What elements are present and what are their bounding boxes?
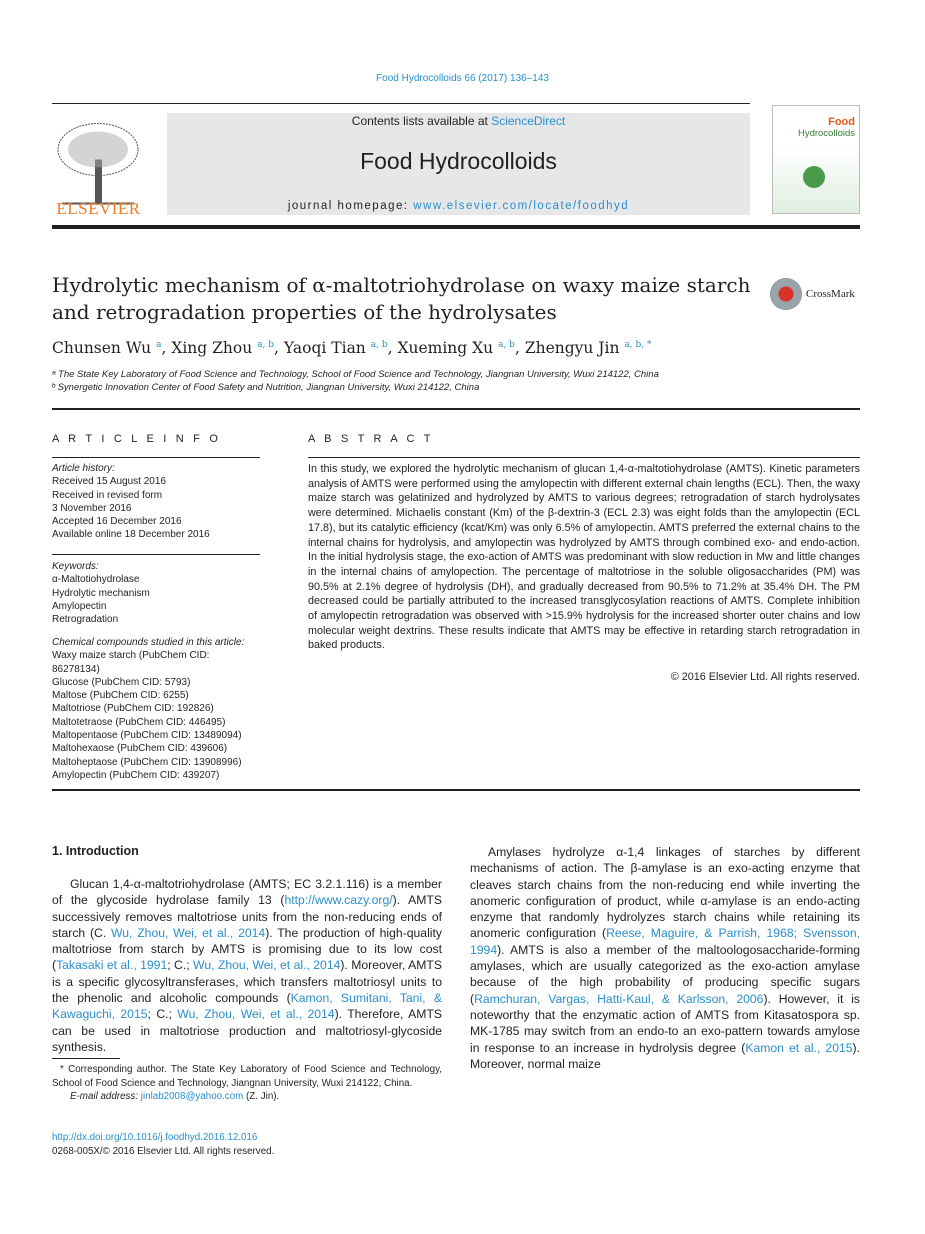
compound: Amylopectin (PubChem CID: 439207) bbox=[52, 769, 220, 781]
compound: Maltose (PubChem CID: 6255) bbox=[52, 690, 189, 702]
chemical-compounds bbox=[52, 636, 282, 782]
email-label: E-mail address: bbox=[70, 1091, 141, 1102]
corresponding-author-footnote bbox=[52, 1063, 442, 1104]
intro-paragraph-2: Amylases hydrolyze α-1,4 linkages of starches by different mechanisms of action. The β-amylase is an exo-acting enzyme that cleaves starch chains from the non-reducing end while inverting the anomeric configuration of product, while α-amylase is an endo-acting enzyme that randomly hydrolyzes starch chains while retaining its anomeric configuration (Reese, Maguire, & Parrish, 1968; Svensson, 1994). AMTS is also a member of the maltoologosaccharide-forming amylases, which are usually categorized as the exo-action amylase because of the high probability of producing specific sugars (Ramchuran, Vargas, Hatti-Kaul, & Karlsson, 2006). However, it is noteworthy that the enzymatic action of AMTS from Kitasatospora sp. MK-1785 may switch from an endo-to an exo-pattern towards amylose in response to an increase in hydrolysis degree (Kamon et al., 2015). Moreover, normal maize bbox=[470, 845, 860, 1071]
article-info-heading: A R T I C L E I N F O bbox=[52, 433, 222, 445]
doi-block bbox=[52, 1131, 274, 1159]
footnote-text: * Corresponding author. The State Key Laboratory of Food Science and Technology, School of Food Science and Technology, Jiangnan University, Wuxi 214122, China. bbox=[52, 1064, 442, 1089]
abstract-heading: A B S T R A C T bbox=[308, 433, 434, 445]
cover-graphic bbox=[803, 166, 825, 188]
top-rule bbox=[52, 103, 750, 104]
author[interactable]: Yaoqi Tian $^{a, b}$ bbox=[283, 339, 388, 357]
history-item: Received 15 August 2016 bbox=[52, 476, 166, 488]
divider bbox=[52, 457, 260, 458]
affiliation: ᵇ Synergetic Innovation Center of Food Safety and Nutrition, Jiangnan University, Wuxi 214122, China bbox=[52, 382, 480, 393]
affiliation: ᵃ The State Key Laboratory of Food Science and Technology, School of Food Science and Technology, Jiangnan University, Wuxi 214122, China bbox=[52, 369, 659, 380]
divider bbox=[52, 408, 860, 410]
keyword: Amylopectin bbox=[52, 600, 107, 612]
history-item: Received in revised form bbox=[52, 489, 163, 501]
cover-subtitle: Hydrocolloids bbox=[797, 128, 855, 139]
sciencedirect-link[interactable]: ScienceDirect bbox=[491, 114, 566, 128]
intro-column-left bbox=[52, 876, 443, 1054]
citation-link[interactable]: Ramchuran, Vargas, Hatti-Kaul, & Karlsson, 2006 bbox=[474, 991, 764, 1006]
citation-link[interactable]: Kamon, Sumitani, Tani, & Kawaguchi, 2015 bbox=[52, 991, 442, 1022]
divider bbox=[52, 789, 860, 791]
compound: Maltoheptaose (PubChem CID: 13908996) bbox=[52, 756, 242, 768]
compound: Maltotetraose (PubChem CID: 446495) bbox=[52, 716, 226, 728]
citation-link[interactable]: Wu, Zhou, Wei, et al., 2014 bbox=[193, 958, 341, 973]
author[interactable]: Chunsen Wu $^a$ bbox=[52, 339, 162, 357]
compound: 86278134) bbox=[52, 663, 100, 675]
header-thick-rule bbox=[52, 225, 860, 229]
keyword: Hydrolytic mechanism bbox=[52, 587, 150, 599]
divider bbox=[52, 554, 260, 555]
crossmark-label: CrossMark bbox=[806, 288, 855, 300]
abstract-text: In this study, we explored the hydrolytic mechanism of glucan 1,4-α-maltotiohydrolase (AMTS). Kinetic parameters analysis of AMTS were performed using the amylopectin with different external chain lengths (ECL). Then, the waxy maize starch was gelatinized and hydrolyzed by AMTS to various degrees; retrogradation of starch hydrolysates were determined. Michaelis constant (Km) of the β-dextrin-3 (ECL 2.3) was eight folds than the amylopectin (ECL 17.8), but its catalytic efficiency (kcat/Km) was only 6.5% of amylopectin. AMTS preferred the external chains to the internal chains for hydrolysis, and amylopectin was hydrolyzed by AMTS through combined exo- and endo-action. In the initial hydrolysis stage, the exo-action of AMTS was predominant with slow reduction in Mw and little changes in the internal chains of amylopection. The percentage of maltotriose in the soluble oligosaccharides (PM) was 90.5% at 2.1% degree of hydrolysis (DH), and gradually decreased from 90.5% to 71.2% at 35.4% DH. The PM decreased could be partially attributed to the increased transglycosylation reactions of AMTS. Complete inhibition of amylopectin retrogradation was observed with >15.9% hydrolysis for the increased shorter outer chains and low molecular weight dextrins. These results indicate that AMTS may be effective in retarding starch retrogradation in baked products. bbox=[308, 463, 860, 652]
history-item: 3 November 2016 bbox=[52, 502, 132, 514]
compound: Waxy maize starch (PubChem CID: bbox=[52, 650, 210, 662]
divider bbox=[308, 457, 860, 458]
crossmark-icon bbox=[770, 278, 802, 310]
citation-link[interactable]: Wu, Zhou, Wei, et al., 2014 bbox=[111, 925, 266, 940]
cover-title: Food bbox=[828, 116, 855, 128]
footnote-rule bbox=[52, 1058, 120, 1059]
compounds-label: Chemical compounds studied in this article: bbox=[52, 637, 245, 648]
publisher-logo-text: ELSEVIER bbox=[56, 199, 141, 218]
homepage-link[interactable]: www.elsevier.com/locate/foodhyd bbox=[413, 200, 630, 212]
cazy-link[interactable]: http://www.cazy.org/ bbox=[284, 893, 393, 908]
abstract-copyright: © 2016 Elsevier Ltd. All rights reserved. bbox=[670, 671, 860, 683]
citation-link[interactable]: Kamon et al., 2015 bbox=[745, 1040, 853, 1055]
citation-link[interactable]: Reese, Maguire, & Parrish, 1968; Svensson, 1994 bbox=[470, 926, 860, 957]
citation-link[interactable]: Wu, Zhou, Wei, et al., 2014 bbox=[177, 1007, 335, 1022]
keywords bbox=[52, 560, 260, 626]
intro-column-right bbox=[470, 844, 860, 1072]
journal-name: Food Hydrocolloids bbox=[360, 148, 557, 174]
crossmark-button[interactable] bbox=[770, 278, 855, 310]
article-title: Hydrolytic mechanism of α-maltotriohydrolase on waxy maize starch and retrogradation properties of the hydrolysates bbox=[52, 273, 751, 324]
intro-paragraph-1: Glucan 1,4-α-maltotriohydrolase (AMTS; EC 3.2.1.116) is a member of the glycoside hydrolase family 13 (http://www.cazy.org/). AMTS successively removes maltotriose units from the non-reducing ends of starch (C. Wu, Zhou, Wei, et al., 2014). The production of high-quality maltotriose from starch by AMTS is promising due to its low cost (Takasaki et al., 1991; C.; Wu, Zhou, Wei, et al., 2014). Moreover, AMTS is a specific glycosyltransferases, which transfers maltotriosyl units to the phenolic and alcoholic compounds (Kamon, Sumitani, Tani, & Kawaguchi, 2015; C.; Wu, Zhou, Wei, et al., 2014). Therefore, AMTS can be used in maltotriose production and maltotriosyl-glycoside synthesis. bbox=[52, 877, 443, 1054]
email-link[interactable]: jinlab2008@yahoo.com bbox=[140, 1091, 244, 1102]
author-list: Chunsen Wu $^a$, Xing Zhou $^{a, b}$, Yaoqi Tian $^{a, b}$, Xueming Xu $^{a, b}$, Zhengyu Jin $^{a, b, *}$ bbox=[52, 339, 652, 357]
journal-reference[interactable]: Food Hydrocolloids 66 (2017) 136–143 bbox=[376, 73, 549, 84]
email-suffix: (Z. Jin). bbox=[243, 1091, 280, 1102]
compound: Maltohexaose (PubChem CID: 439606) bbox=[52, 743, 228, 755]
compound: Maltotriose (PubChem CID: 192826) bbox=[52, 703, 214, 715]
article-history bbox=[52, 462, 260, 542]
author[interactable]: Xing Zhou $^{a, b}$ bbox=[171, 339, 274, 357]
history-label: Article history: bbox=[52, 463, 115, 474]
compound: Maltopentaose (PubChem CID: 13489094) bbox=[52, 730, 242, 742]
citation-link[interactable]: Takasaki et al., 1991 bbox=[56, 958, 168, 973]
history-item: Accepted 16 December 2016 bbox=[52, 516, 182, 528]
homepage-line bbox=[167, 200, 750, 212]
keyword: α-Maltotiohydrolase bbox=[52, 574, 140, 586]
history-item: Available online 18 December 2016 bbox=[52, 529, 210, 541]
issn-copyright: 0268-005X/© 2016 Elsevier Ltd. All rights reserved. bbox=[52, 1146, 275, 1157]
section-heading: 1. Introduction bbox=[52, 844, 139, 858]
contents-line bbox=[167, 114, 750, 128]
compound: Glucose (PubChem CID: 5793) bbox=[52, 676, 191, 688]
doi-link[interactable]: http://dx.doi.org/10.1016/j.foodhyd.2016.12.016 bbox=[52, 1132, 258, 1143]
keyword: Retrogradation bbox=[52, 614, 119, 626]
homepage-prefix: journal homepage: bbox=[287, 200, 414, 212]
keywords-label: Keywords: bbox=[52, 561, 99, 572]
contents-prefix: Contents lists available at bbox=[351, 114, 492, 128]
author[interactable]: Xueming Xu $^{a, b}$ bbox=[397, 339, 515, 357]
journal-cover-image bbox=[772, 105, 860, 214]
author[interactable]: Zhengyu Jin $^{a, b, *}$ bbox=[524, 339, 652, 357]
